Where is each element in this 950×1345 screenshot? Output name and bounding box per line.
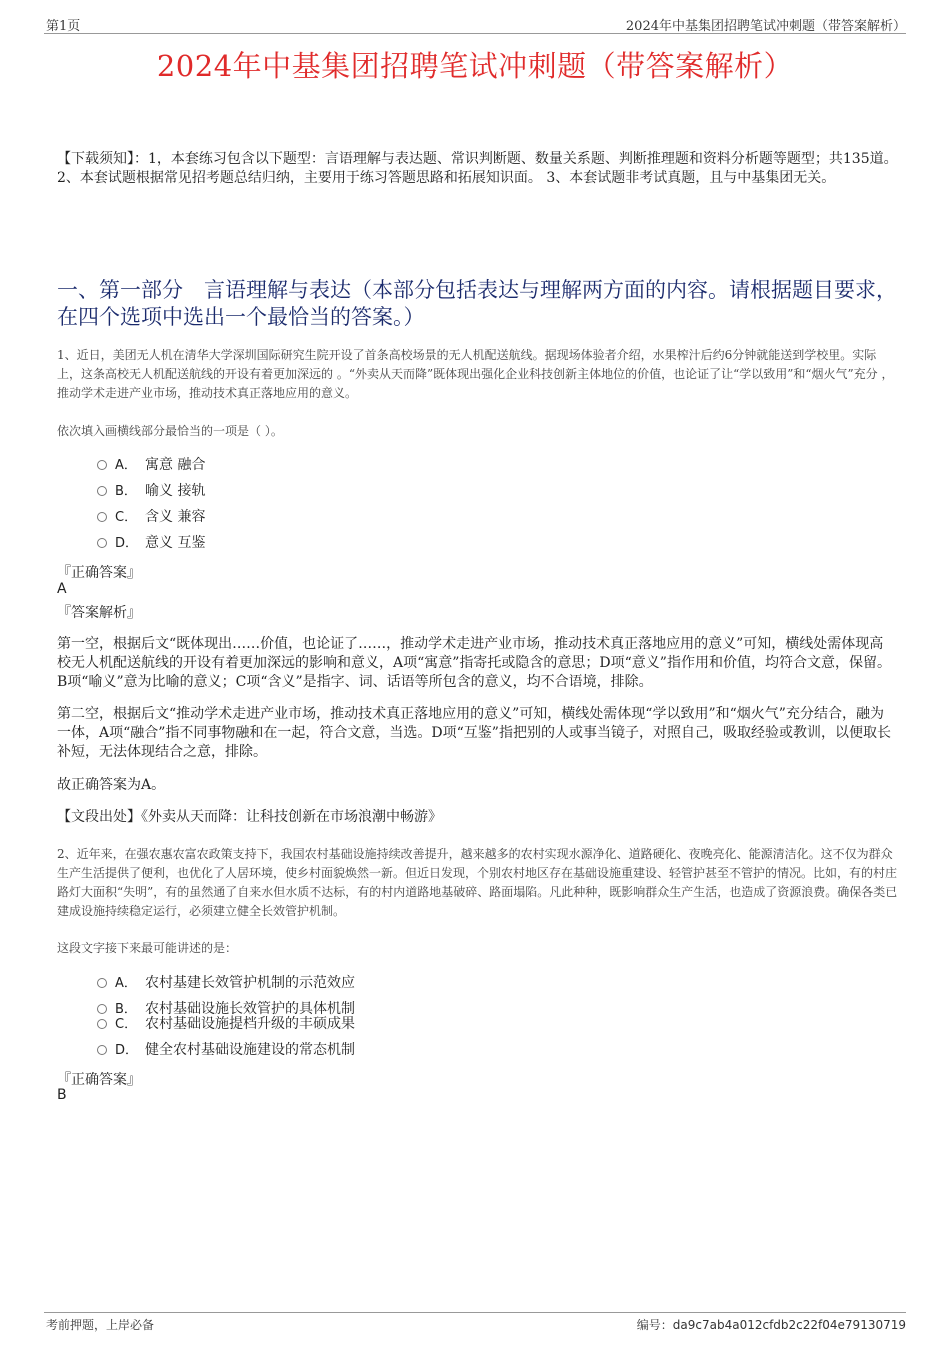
header-divider <box>44 33 906 34</box>
radio-icon[interactable] <box>97 1045 107 1055</box>
question-1-option-b[interactable]: B． 喻义 接轨 <box>97 482 397 501</box>
question-2-option-c[interactable]: C． 农村基础设施提档升级的丰硕成果 <box>97 1015 497 1034</box>
page-number: 第1页 <box>46 19 81 34</box>
radio-icon[interactable] <box>97 1019 107 1029</box>
radio-icon[interactable] <box>97 538 107 548</box>
footer-code <box>637 1316 906 1333</box>
question-2-option-b[interactable]: B． 农村基础设施长效管护的具体机制 <box>97 1000 497 1019</box>
header-doc-title: 2024年中基集团招聘笔试冲刺题（带答案解析） <box>625 19 906 34</box>
page-title: 2024年中基集团招聘笔试冲刺题（带答案解析） <box>156 49 794 83</box>
question-2-answer: B <box>57 1087 67 1103</box>
footer-slogan: 考前押题，上岸必备 <box>46 1318 155 1332</box>
question-2-prompt: 这段文字接下来最可能讲述的是： <box>57 941 238 955</box>
footer-code-value: da9c7ab4a012cfdb2c22f04e79130719 <box>672 1318 906 1332</box>
radio-icon[interactable] <box>97 460 107 470</box>
question-1-prompt: 依次填入画横线部分最恰当的一项是（ ）。 <box>57 424 283 438</box>
question-1-analysis-label: 『答案解析』 <box>57 605 141 621</box>
radio-icon[interactable] <box>97 486 107 496</box>
footer-code-label: 编号： <box>636 1318 673 1332</box>
question-2-stem: 2、近年来，在强农惠农富农政策支持下，我国农村基础设施持续改善提升，越来越多的农村实现水源净化、道路硬化、夜晚亮化、能源清洁化。这不仅为群众生产生活提供了便利，也优化了人居环境，使乡村面貌焕然一新。但近日发现，个别农村地区存在基础设施重建设、轻管护甚至不管护的情况。比如，有的村庄路灯大面积“失明”，有的虽然通了自来水但水质不达标，有的村内道路地基破碎、路面塌陷。凡此种种，既影响群众生产生活，也造成了资源浪费。确保各类已建成设施持续稳定运行，必须建立健全长效管护机制。 <box>57 847 898 918</box>
question-1-analysis-para-2: 第二空，根据后文“推动学术走进产业市场，推动技术真正落地应用的意义”可知，横线处需体现“学以致用”和“烟火气”充分结合，融为一体，A项“融合”指不同事物融和在一起，符合文意，当选。D项“互鉴”指把别的人或事当镜子，对照自己，吸取经验或教训，以便取长补短，无法体现结合之意，排除。 <box>57 706 891 760</box>
radio-icon[interactable] <box>97 1004 107 1014</box>
question-2-option-a[interactable]: A． 农村基建长效管护机制的示范效应 <box>97 974 497 993</box>
question-1-answer: A <box>57 581 67 597</box>
question-2-option-d[interactable]: D． 健全农村基础设施建设的常态机制 <box>97 1041 497 1060</box>
question-2-answer-label: 『正确答案』 <box>57 1072 141 1088</box>
radio-icon[interactable] <box>97 978 107 988</box>
question-1-conclusion: 故正确答案为A。 <box>57 777 166 793</box>
download-notice: 【下载须知】：1，本套练习包含以下题型：言语理解与表达题、常识判断题、数量关系题、判断推理题和资料分析题等题型；共135道。 2、本套试题根据常见招考题总结归纳，主要用于练习答题思路和拓展知识面。 3、本套试题非考试真题，且与中基集团无关。 <box>57 151 898 186</box>
question-1-answer-label: 『正确答案』 <box>57 565 141 581</box>
question-1-analysis-para-1: 第一空，根据后文“既体现出……价值，也论证了……，推动学术走进产业市场，推动技术真正落地应用的意义”可知，横线处需体现高校无人机配送航线的开设有着更加深远的影响和意义，A项“寓意”指寄托或隐含的意思；D项“意义”指作用和价值，均符合文意，保留。B项“喻义”意为比喻的意义；C项“含义”是指字、词、话语等所包含的意义，均不合语境，排除。 <box>57 636 891 690</box>
radio-icon[interactable] <box>97 512 107 522</box>
section-heading: 一、第一部分 言语理解与表达（本部分包括表达与理解两方面的内容。请根据题目要求，在四个选项中选出一个最恰当的答案。） <box>57 278 897 329</box>
question-1-option-a[interactable]: A． 寓意 融合 <box>97 456 397 475</box>
question-1-option-d[interactable]: D． 意义 互鉴 <box>97 534 397 553</box>
footer-divider <box>44 1312 906 1313</box>
question-1-stem: 1、近日，美团无人机在清华大学深圳国际研究生院开设了首条高校场景的无人机配送航线。据现场体验者介绍，水果榨汁后约6分钟就能送到学校里。实际上，这条高校无人机配送航线的开设有着更加深远的 。“外卖从天而降”既体现出强化企业科技创新主体地位的价值，也论证了让“学以致用”和“烟火气”充分 ，推动学术走进产业市场，推动技术真正落地应用的意义。 <box>57 348 894 400</box>
question-1-source: 【文段出处】《外卖从天而降：让科技创新在市场浪潮中畅游》 <box>57 809 442 825</box>
question-1-option-c[interactable]: C． 含义 兼容 <box>97 508 397 527</box>
